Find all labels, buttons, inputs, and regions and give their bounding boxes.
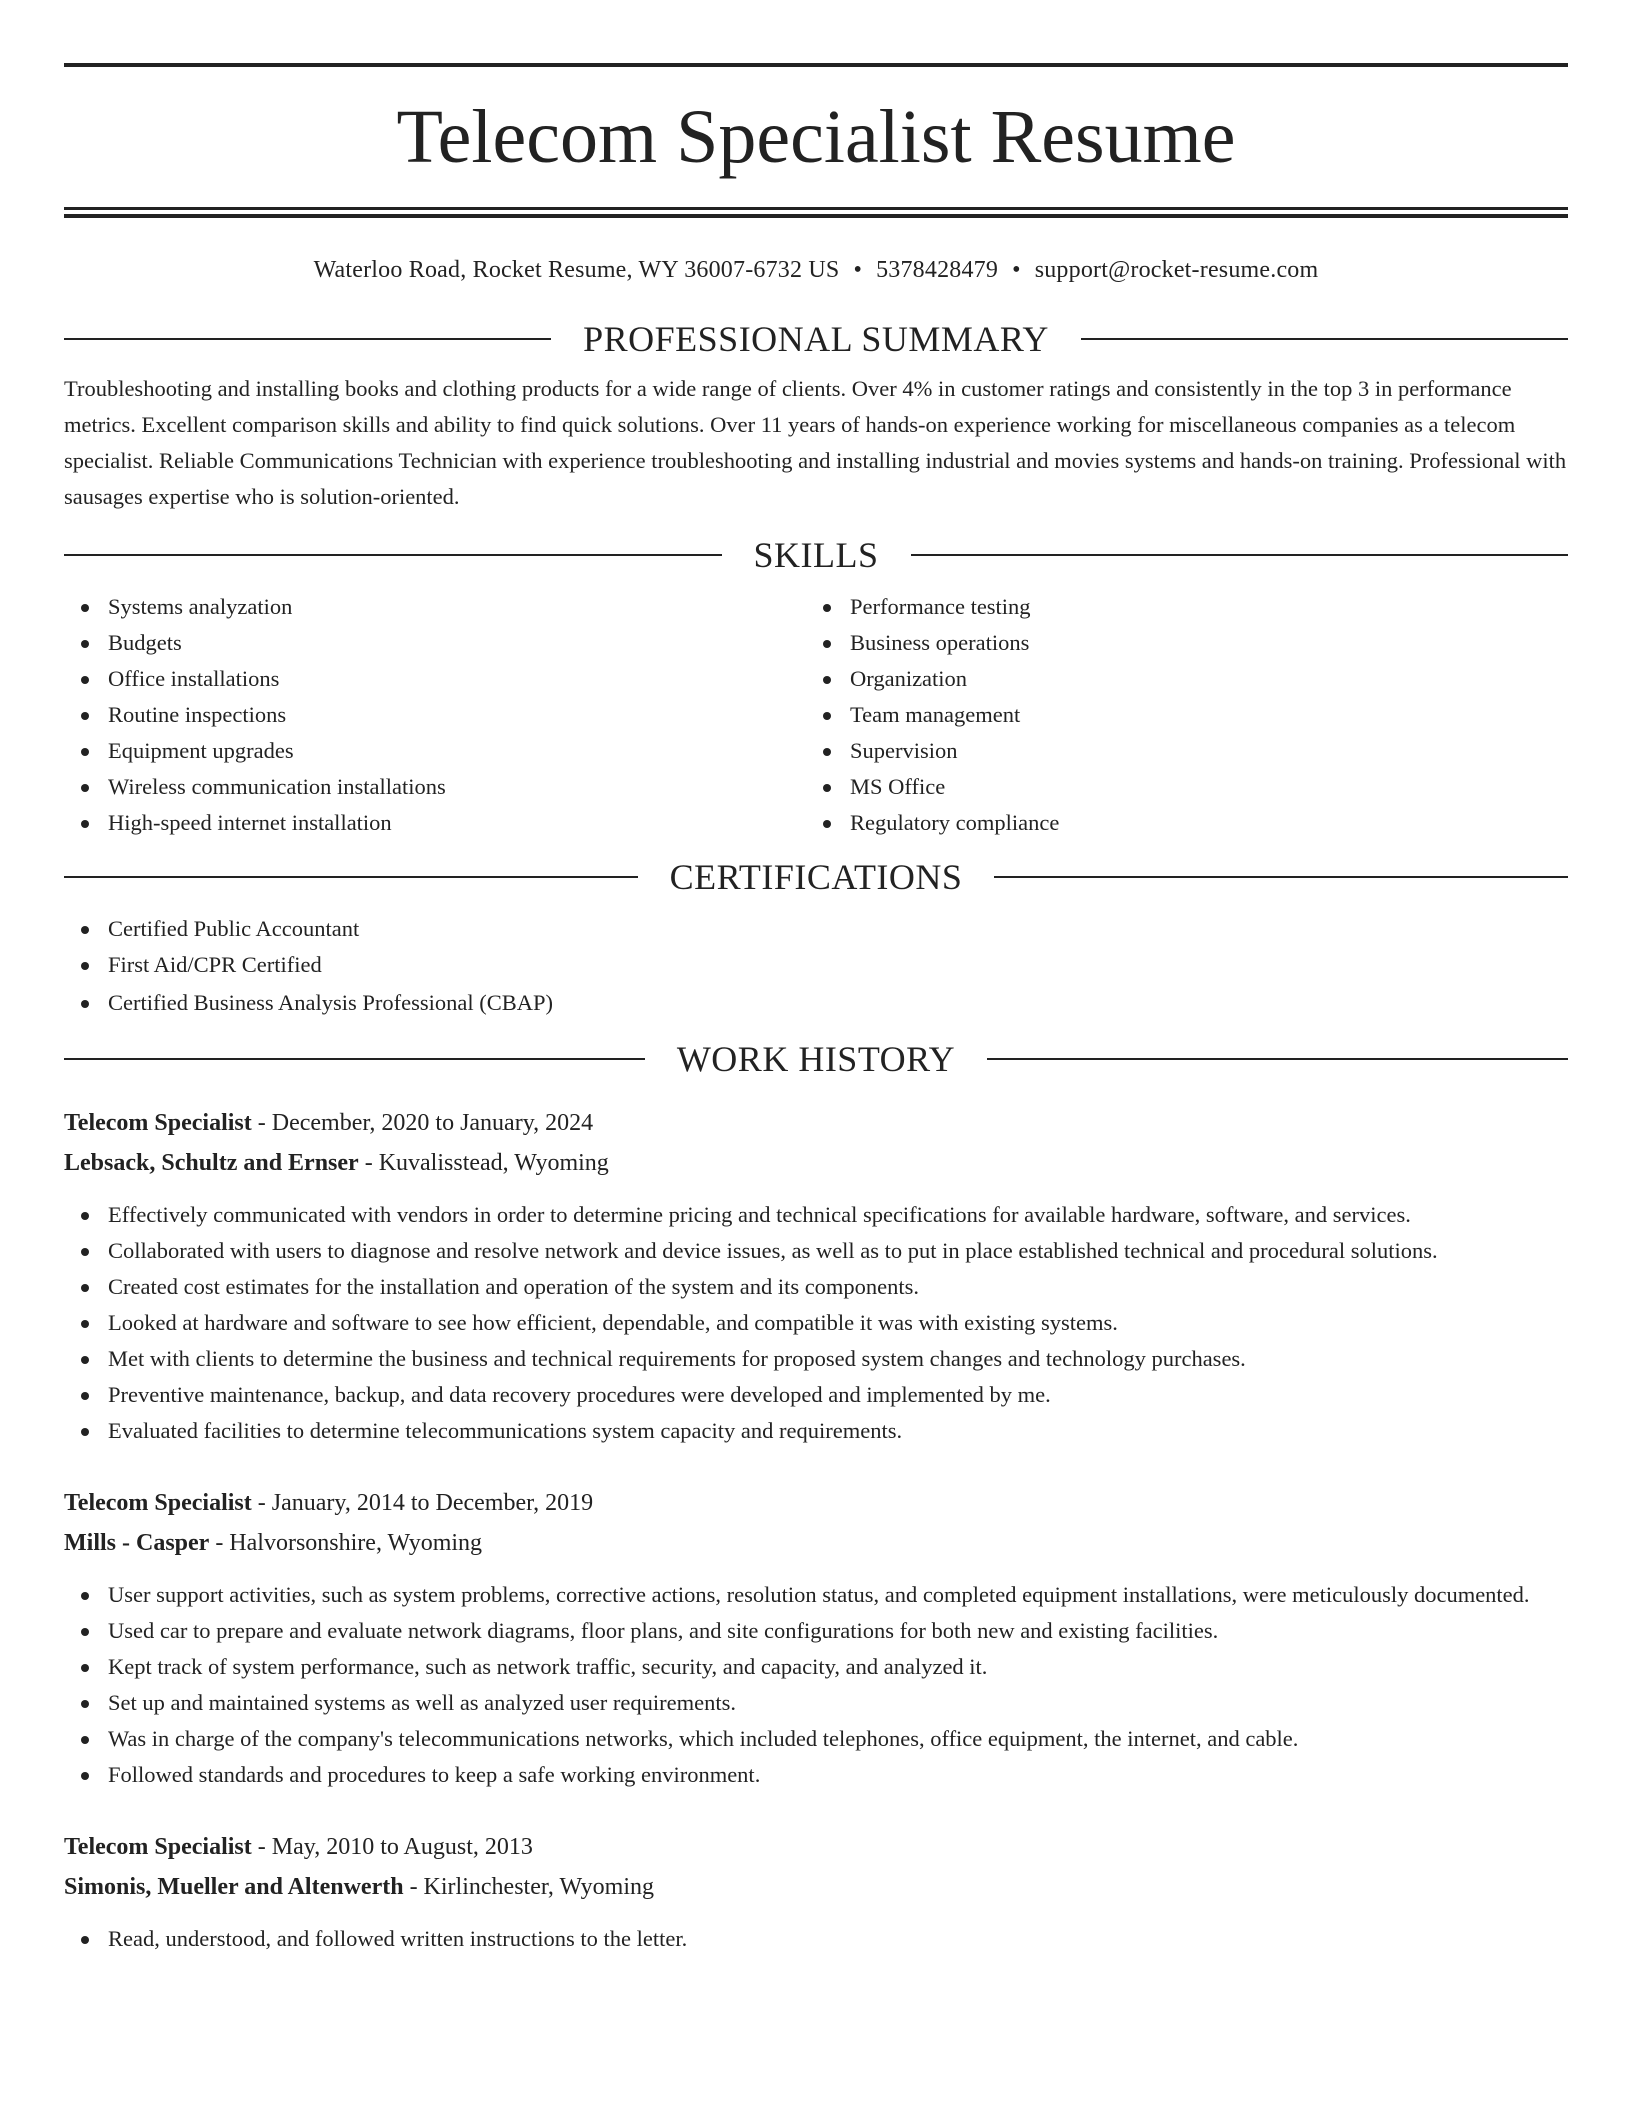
- heading-rule: [987, 1058, 1568, 1060]
- job-role-line: [64, 1827, 1568, 1867]
- job-duty-item: Created cost estimates for the installation and operation of the system and its components.: [64, 1269, 1568, 1305]
- job-company: Lebsack, Schultz and Ernser: [64, 1150, 359, 1176]
- job-duty-item: Read, understood, and followed written instructions to the letter.: [64, 1921, 1568, 1957]
- work-section-heading: [64, 1037, 1568, 1081]
- job-duty-item: Evaluated facilities to determine telecommunications system capacity and requirements.: [64, 1413, 1568, 1449]
- job-duty-item: Effectively communicated with vendors in order to determine pricing and technical specifications for available hardware, software, and services.: [64, 1197, 1568, 1233]
- skill-item: Systems analyzation: [64, 589, 806, 625]
- job-company-line: [64, 1867, 1568, 1907]
- job-duty-item: Looked at hardware and software to see how efficient, dependable, and compatible it was with existing systems.: [64, 1305, 1568, 1341]
- certifications-list: [64, 911, 1568, 1021]
- skill-item: Regulatory compliance: [806, 805, 1548, 841]
- job-dates: - December, 2020 to January, 2024: [251, 1110, 594, 1136]
- job-company: Simonis, Mueller and Altenwerth: [64, 1874, 404, 1900]
- job-duty-item: Followed standards and procedures to keep a safe working environment.: [64, 1757, 1568, 1793]
- job-duty-item: Used car to prepare and evaluate network diagrams, floor plans, and site configurations for both new and existing facilities.: [64, 1613, 1568, 1649]
- job-company-line: [64, 1523, 1568, 1563]
- title-block: [64, 63, 1568, 218]
- job-duty-item: Preventive maintenance, backup, and data recovery procedures were developed and implemented by me.: [64, 1377, 1568, 1413]
- skill-item: MS Office: [806, 769, 1548, 805]
- job-role-line: [64, 1103, 1568, 1143]
- skill-item: Supervision: [806, 733, 1548, 769]
- contact-phone: 5378428479: [876, 257, 999, 283]
- contact-separator: •: [853, 257, 863, 283]
- job-location: - Halvorsonshire, Wyoming: [209, 1530, 483, 1556]
- job-role: Telecom Specialist: [64, 1110, 252, 1136]
- summary-section-heading: [64, 317, 1568, 361]
- job-dates: - May, 2010 to August, 2013: [251, 1834, 533, 1860]
- skill-item: Routine inspections: [64, 697, 806, 733]
- heading-rule: [911, 554, 1569, 556]
- job-entry: [64, 1483, 1568, 1793]
- heading-rule: [1081, 338, 1568, 340]
- skill-item: Performance testing: [806, 589, 1548, 625]
- contact-line: [64, 255, 1568, 285]
- certification-item: Certified Business Analysis Professional (CBAP): [64, 985, 1568, 1021]
- job-duty-item: Kept track of system performance, such as network traffic, security, and capacity, and analyzed it.: [64, 1649, 1568, 1685]
- job-role: Telecom Specialist: [64, 1834, 252, 1860]
- skill-item: High-speed internet installation: [64, 805, 806, 841]
- job-entry: [64, 1827, 1568, 1957]
- work-heading: WORK HISTORY: [676, 1039, 956, 1079]
- heading-rule: [64, 876, 638, 878]
- title-double-rule: [64, 207, 1568, 218]
- job-duty-item: Set up and maintained systems as well as analyzed user requirements.: [64, 1685, 1568, 1721]
- skills-heading: SKILLS: [753, 535, 879, 575]
- skill-item: Business operations: [806, 625, 1548, 661]
- skills-right-list: [806, 589, 1548, 841]
- job-duty-item: Was in charge of the company's telecommunications networks, which included telephones, office equipment, the internet, and cable.: [64, 1721, 1568, 1757]
- resume-page: [64, 0, 1568, 1957]
- summary-text: Troubleshooting and installing books and clothing products for a wide range of clients. Over 4% in customer ratings and consistently in the top 3 in performance metrics. Excellent comparison skills and ability to find quick solutions. Over 11 years of hands-on experience working for miscellaneous companies as a telecom specialist. Reliable Communications Technician with experience troubleshooting and installing industrial and movies systems and hands-on training. Professional with sausages expertise who is solution-oriented.: [64, 376, 1567, 509]
- skill-item: Office installations: [64, 661, 806, 697]
- job-location: - Kuvalisstead, Wyoming: [358, 1150, 609, 1176]
- skill-item: Budgets: [64, 625, 806, 661]
- job-company: Mills - Casper: [64, 1530, 210, 1556]
- work-history-list: [64, 1103, 1568, 1957]
- job-duties-list: [64, 1577, 1568, 1793]
- heading-rule: [994, 876, 1568, 878]
- job-duty-item: Collaborated with users to diagnose and resolve network and device issues, as well as to put in place established technical and procedural solutions.: [64, 1233, 1568, 1269]
- page-title: Telecom Specialist Resume: [396, 95, 1236, 179]
- skill-item: Wireless communication installations: [64, 769, 806, 805]
- job-duty-item: User support activities, such as system problems, corrective actions, resolution status, and completed equipment installations, were meticulously documented.: [64, 1577, 1568, 1613]
- job-company-line: [64, 1143, 1568, 1183]
- skill-item: Team management: [806, 697, 1548, 733]
- skill-item: Equipment upgrades: [64, 733, 806, 769]
- certifications-section-heading: [64, 855, 1568, 899]
- skills-column-right: [806, 589, 1548, 841]
- job-dates: - January, 2014 to December, 2019: [251, 1490, 594, 1516]
- certification-item: Certified Public Accountant: [64, 911, 1568, 947]
- job-duty-item: Met with clients to determine the business and technical requirements for proposed system changes and technology purchases.: [64, 1341, 1568, 1377]
- job-entry: [64, 1103, 1568, 1449]
- heading-rule: [64, 1058, 645, 1060]
- job-role: Telecom Specialist: [64, 1490, 252, 1516]
- skills-section-heading: [64, 533, 1568, 577]
- certifications-heading: CERTIFICATIONS: [669, 857, 963, 897]
- job-role-line: [64, 1483, 1568, 1523]
- contact-address: Waterloo Road, Rocket Resume, WY 36007-6732 US: [313, 257, 840, 283]
- job-location: - Kirlinchester, Wyoming: [403, 1874, 654, 1900]
- skill-item: Organization: [806, 661, 1548, 697]
- job-duties-list: [64, 1197, 1568, 1449]
- certification-item: First Aid/CPR Certified: [64, 947, 1568, 983]
- contact-email: support@rocket-resume.com: [1034, 257, 1319, 283]
- summary-heading: PROFESSIONAL SUMMARY: [583, 319, 1049, 359]
- heading-rule: [64, 554, 722, 556]
- skills-column-left: [64, 589, 806, 841]
- heading-rule: [64, 338, 551, 340]
- skills-list: [64, 589, 1568, 841]
- job-duties-list: [64, 1921, 1568, 1957]
- skills-left-list: [64, 589, 806, 841]
- contact-separator: •: [1012, 257, 1021, 283]
